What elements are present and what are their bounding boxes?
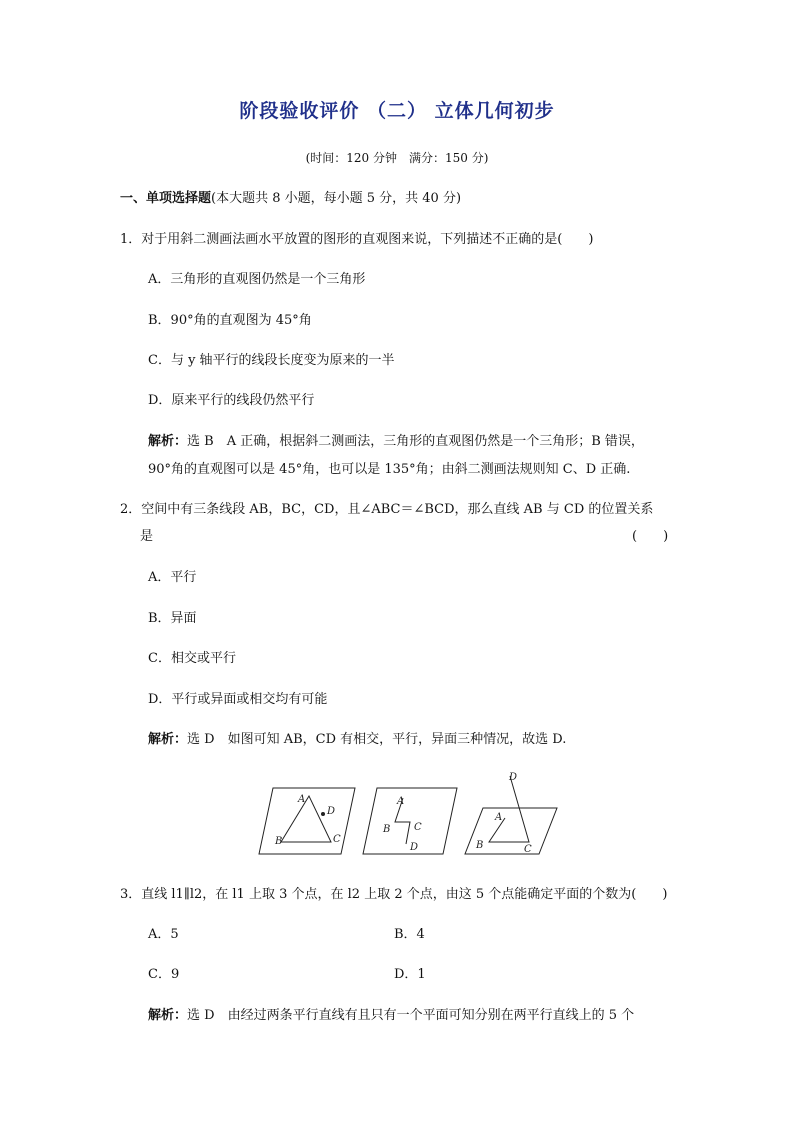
answer-bracket: ( )	[632, 529, 669, 544]
analysis-text: 选 D 如图可知 AB，CD 有相交，平行，异面三种情况，故选 D.	[187, 732, 567, 747]
fig2-label-c: C	[414, 822, 422, 833]
exam-info: (时间：120 分钟 满分：150 分)	[305, 151, 489, 165]
q1-option-a: A．三角形的直观图仍然是一个三角形	[148, 272, 366, 287]
fig2-label-d: D	[410, 842, 419, 853]
triangle-abc	[281, 796, 331, 842]
fig1-label-a: A	[298, 794, 306, 805]
q3-option-a: A．5	[148, 927, 179, 942]
q3-option-b: B．4	[394, 927, 425, 942]
fig2-label-a: A	[397, 796, 405, 807]
analysis-text: 选 B A 正确，根据斜二测画法，三角形的直观图仍然是一个三角形；B 错误，	[187, 434, 644, 449]
q2-figure	[255, 768, 565, 860]
q2-option-d: D．平行或异面或相交均有可能	[148, 692, 328, 707]
q2-option-a: A．平行	[148, 570, 197, 585]
section-title: 一、单项选择题	[120, 191, 212, 206]
analysis-label: 解析：	[148, 1008, 188, 1023]
q2-option-b: B．异面	[148, 611, 197, 626]
fig3-label-d: D	[509, 772, 518, 783]
point-d	[321, 812, 325, 816]
q3-analysis	[148, 1007, 634, 1025]
analysis-label: 解析：	[148, 732, 188, 747]
analysis-text: 选 D 由经过两条平行直线有且只有一个平面可知分别在两平行直线上的 5 个	[187, 1008, 635, 1023]
q1-option-d: D．原来平行的线段仍然平行	[148, 393, 315, 408]
question-3-stem: 3．直线 l1∥l2，在 l1 上取 3 个点，在 l2 上取 2 个点，由这 5 个点能确定平面的个数为( )	[120, 887, 668, 902]
q1-analysis-line2: 90°角的直观图可以是 45°角，也可以是 135°角；由斜二测画法规则知 C、D 正确.	[148, 462, 631, 477]
q1-option-c: C．与 y 轴平行的线段长度变为原来的一半	[148, 353, 395, 368]
section-heading	[120, 190, 461, 208]
fig1-label-d: D	[327, 806, 336, 817]
fig1-label-c: C	[333, 834, 341, 845]
fig1-label-b: B	[275, 836, 283, 847]
q3-option-d: D．1	[394, 967, 426, 982]
q2-option-c: C．相交或平行	[148, 651, 236, 666]
question-1-stem: 1．对于用斜二测画法画水平放置的图形的直观图来说，下列描述不正确的是( )	[120, 232, 594, 247]
q3-option-c: C．9	[148, 967, 180, 982]
page-title: 阶段验收评价 （二） 立体几何初步	[239, 100, 555, 122]
fig3-label-c: C	[524, 844, 532, 855]
question-2-stem-line1: 2．空间中有三条线段 AB，BC，CD，且∠ABC＝∠BCD，那么直线 AB 与 CD 的位置关系	[120, 502, 654, 517]
question-2-stem-line2: 是	[140, 529, 154, 544]
q1-analysis-line1	[148, 433, 644, 451]
fig3-label-a: A	[495, 812, 503, 823]
q1-option-b: B．90°角的直观图为 45°角	[148, 313, 312, 328]
fig3-label-b: B	[476, 840, 484, 851]
section-note: (本大题共 8 小题，每小题 5 分，共 40 分)	[211, 191, 462, 206]
fig2-label-b: B	[383, 824, 391, 835]
segments-abcd-parallel	[489, 776, 529, 842]
q2-analysis	[148, 731, 566, 749]
analysis-label: 解析：	[148, 434, 188, 449]
